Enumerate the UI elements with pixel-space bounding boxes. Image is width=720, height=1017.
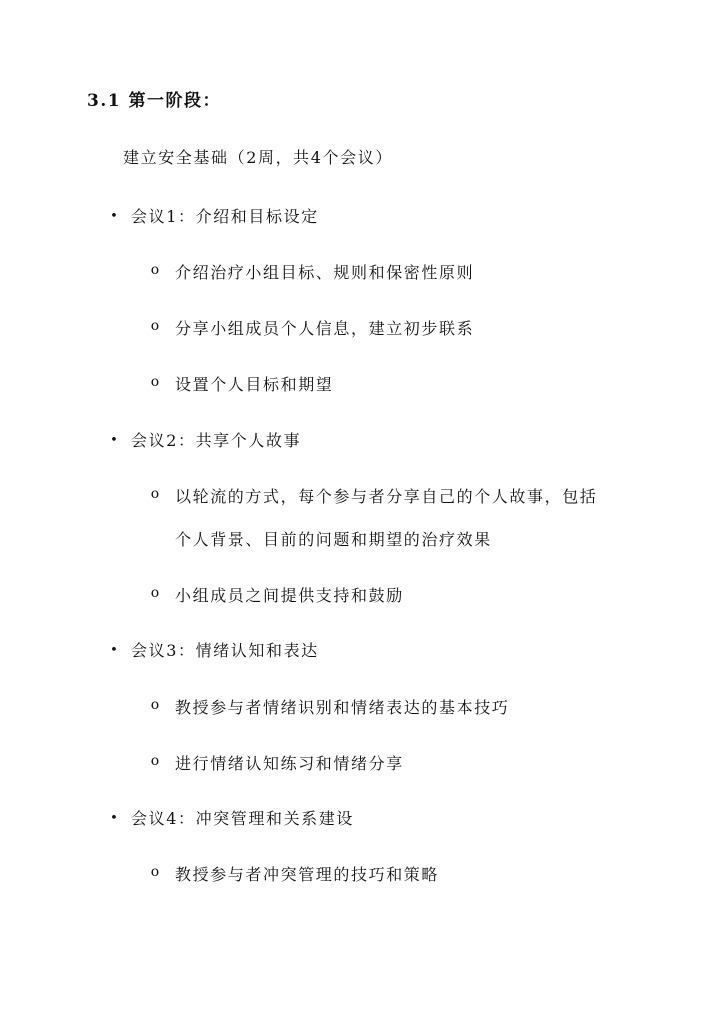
session-3-item-1: 教授参与者情绪识别和情绪表达的基本技巧 [175, 698, 510, 717]
session-3-item-2: 进行情绪认知练习和情绪分享 [175, 754, 404, 773]
bullet-dot: • [110, 433, 118, 448]
section-heading: 3.1 第一阶段： [87, 91, 221, 111]
bullet-circle: o [150, 486, 160, 502]
session-2-item-1-continued: 个人背景、目前的问题和期望的治疗效果 [175, 530, 492, 549]
session-1-title: 会议1：介绍和目标设定 [131, 207, 319, 226]
bullet-circle: o [150, 753, 160, 769]
bullet-circle: o [150, 374, 160, 390]
stage-intro: 建立安全基础（2周，共4个会议） [123, 148, 393, 167]
bullet-circle: o [150, 318, 160, 334]
session-2-title: 会议2：共享个人故事 [131, 431, 302, 450]
session-1-item-1: 介绍治疗小组目标、规则和保密性原则 [175, 263, 475, 282]
session-2-item-1: 以轮流的方式，每个参与者分享自己的个人故事，包括 [175, 487, 598, 506]
session-4-item-1: 教授参与者冲突管理的技巧和策略 [175, 865, 440, 884]
bullet-dot: • [110, 643, 118, 658]
bullet-dot: • [110, 811, 118, 826]
session-1-item-2: 分享小组成员个人信息，建立初步联系 [175, 319, 475, 338]
bullet-circle: o [150, 864, 160, 880]
bullet-circle: o [150, 697, 160, 713]
bullet-circle: o [150, 262, 160, 278]
bullet-circle: o [150, 585, 160, 601]
session-4-title: 会议4：冲突管理和关系建设 [131, 809, 354, 828]
session-2-item-2: 小组成员之间提供支持和鼓励 [175, 586, 404, 605]
session-3-title: 会议3：情绪认知和表达 [131, 641, 319, 660]
session-1-item-3: 设置个人目标和期望 [175, 375, 334, 394]
bullet-dot: • [110, 209, 118, 224]
